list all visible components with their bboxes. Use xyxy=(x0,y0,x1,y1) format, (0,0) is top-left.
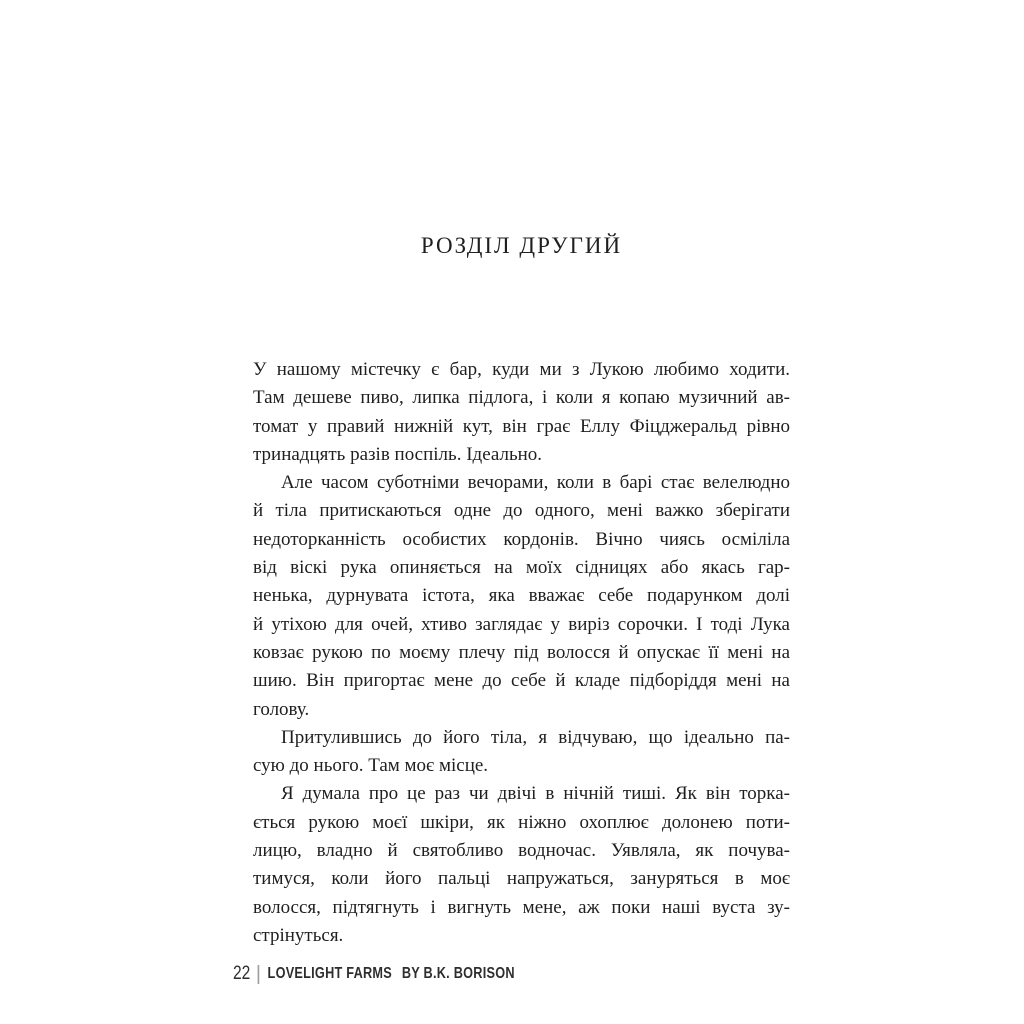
text-line: томат у правий нижній кут, він грає Еллу Фіцджеральд рівно xyxy=(253,415,790,437)
text-line: й утіхою для очей, хтиво заглядає у виріз сорочки. І тоді Лука xyxy=(253,613,790,635)
text-line: ненька, дурнувата істота, яка вважає себе подарунком долі xyxy=(253,585,790,607)
body-text xyxy=(253,356,790,950)
text-line: волосся, підтягнуть і вигнуть мене, аж поки наші вуста зу- xyxy=(253,896,790,918)
page-footer xyxy=(233,963,515,985)
page-number: 22 xyxy=(233,963,251,984)
text-line: від віскі рука опиняється на моїх сідницях або якась гар- xyxy=(253,557,790,579)
text-line: тимуся, коли його пальці напружаться, зануряться в моє xyxy=(253,868,790,890)
footer-book-title: LOVELIGHT FARMS xyxy=(267,965,392,982)
text-line: тринадцять разів поспіль. Ідеально. xyxy=(253,443,543,465)
text-line: стрінуться. xyxy=(253,924,344,946)
text-line: лицю, владно й святобливо водночас. Уявляла, як почува- xyxy=(253,840,790,862)
footer-divider xyxy=(258,965,260,984)
text-line: Там дешеве пиво, липка підлога, і коли я копаю музичний ав- xyxy=(253,387,790,409)
text-line: ковзає рукою по моєму плечу під волосся й опускає її мені на xyxy=(253,641,790,663)
text-line: сую до нього. Там моє місце. xyxy=(253,755,489,777)
text-line: шию. Він пригортає мене до себе й кладе підборіддя мені на xyxy=(253,670,790,692)
text-line: ється рукою моєї шкіри, як ніжно охоплює долонею поти- xyxy=(253,811,790,833)
chapter-title: РОЗДІЛ ДРУГИЙ xyxy=(420,233,623,258)
text-line: Але часом суботніми вечорами, коли в барі стає велелюдно xyxy=(281,472,790,494)
text-line: й тіла притискаються одне до одного, мені важко зберігати xyxy=(253,500,790,522)
text-line: Притулившись до його тіла, я відчуваю, що ідеально па- xyxy=(281,726,790,748)
text-line: голову. xyxy=(253,698,310,720)
text-line: У нашому містечку є бар, куди ми з Лукою любимо ходити. xyxy=(253,359,790,380)
text-line: недоторканність особистих кордонів. Вічно чиясь осміліла xyxy=(253,528,790,550)
text-line: Я думала про це раз чи двічі в нічній тиші. Як він торка- xyxy=(281,783,790,805)
footer-author: BY B.K. BORISON xyxy=(401,965,515,982)
